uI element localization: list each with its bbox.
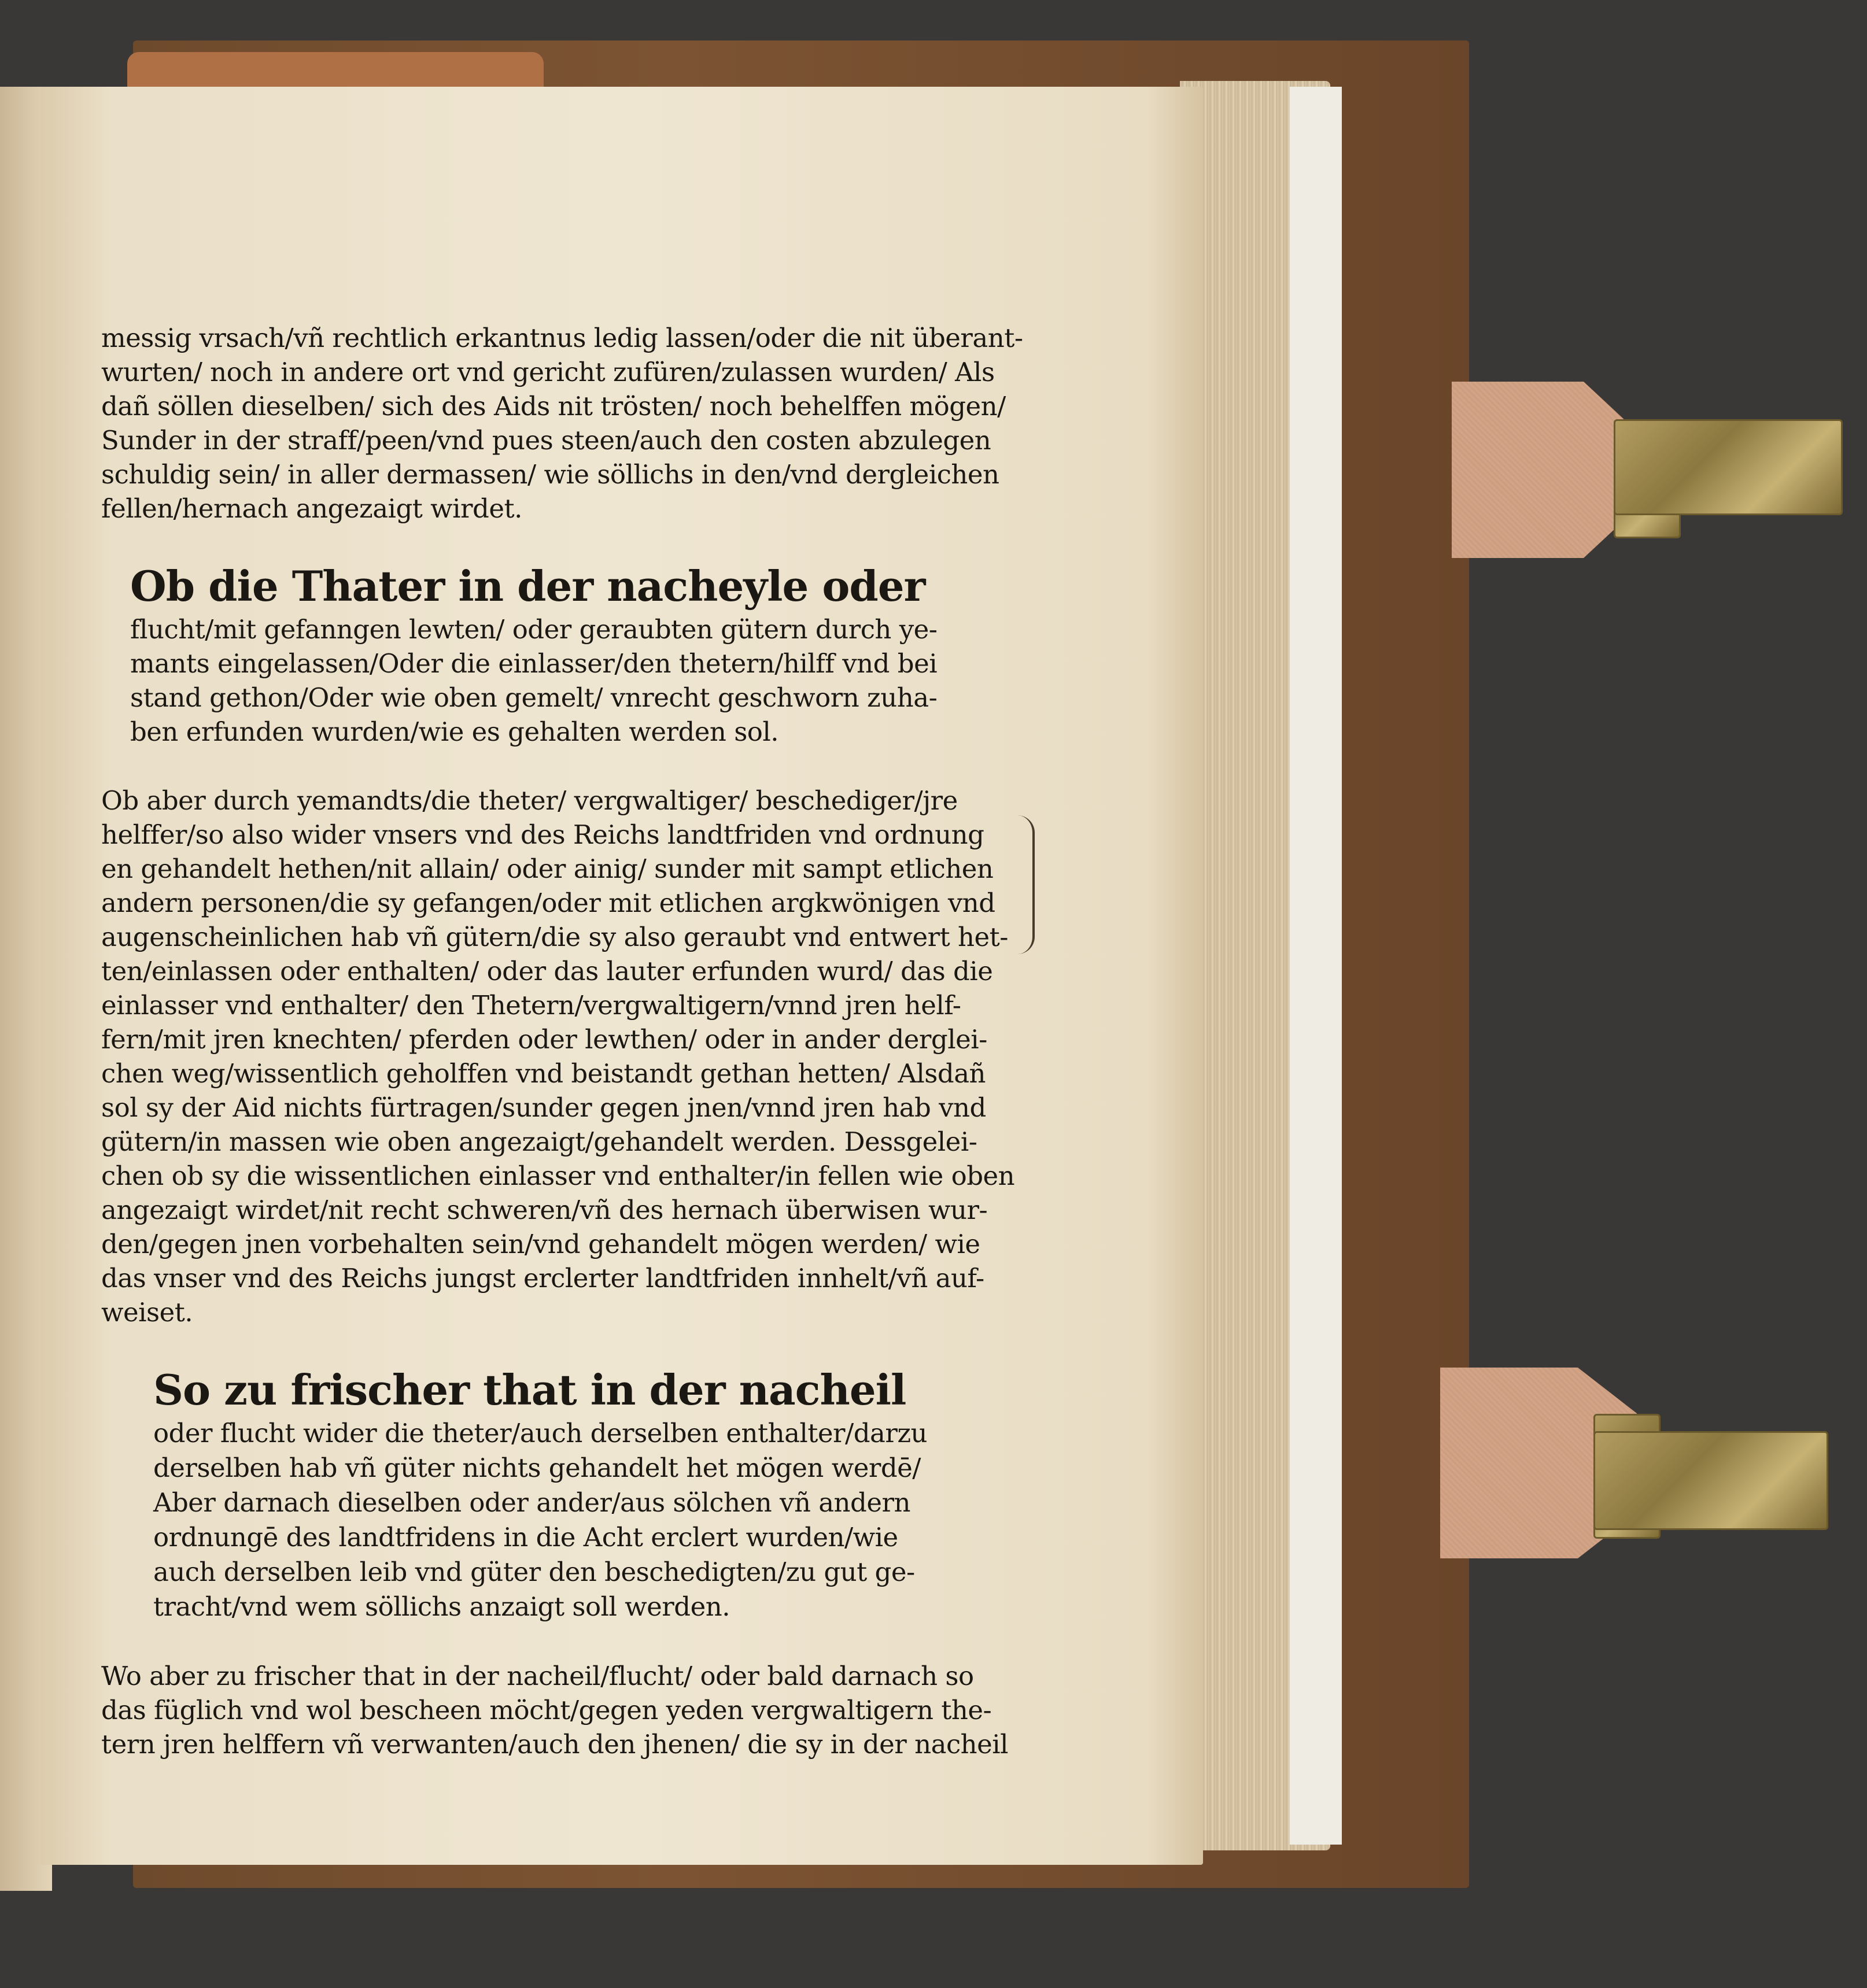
text-line: en gehandelt hethen/nit allain/ oder ainig/ sunder mit sampt etlichen [101, 853, 994, 884]
text-line: helffer/so also wider vnsers vnd des Reichs landtfriden vnd ordnung [101, 819, 984, 850]
paragraph-2 [101, 784, 1027, 1329]
section-heading-2: So zu frischer that in der nacheil [153, 1365, 906, 1414]
text-line: angezaigt wirdet/nit recht schweren/vñ des hernach überwisen wur- [101, 1195, 988, 1225]
text-line: andern personen/die sy gefangen/oder mit etlichen argkwönigen vnd [101, 888, 995, 918]
page-text [101, 321, 1027, 1796]
text-line: fern/mit jren knechten/ pferden oder lewthen/ oder in ander derglei- [101, 1024, 987, 1055]
heading-line: flucht/mit gefanngen lewten/ oder geraubten gütern durch ye- [130, 614, 938, 645]
text-line: schuldig sein/ in aller dermassen/ wie söllichs in den/vnd dergleichen [101, 459, 999, 490]
text-line: gütern/in massen wie oben angezaigt/gehandelt werden. Dessgelei- [101, 1126, 977, 1157]
text-line: tern jren helffern vñ verwanten/auch den jhenen/ die sy in der nacheil [101, 1729, 1009, 1760]
text-line: das vnser vnd des Reichs jungst erclerter landtfriden innhelt/vñ auf- [101, 1263, 984, 1294]
heading-line: oder flucht wider die theter/auch derselben enthalter/darzu [153, 1418, 928, 1448]
text-line: weiset. [101, 1297, 193, 1328]
paragraph-3 [101, 1659, 1027, 1761]
text-line: Wo aber zu frischer that in der nacheil/flucht/ oder bald darnach so [101, 1661, 974, 1691]
text-line: Sunder in der straff/peen/vnd pues steen/auch den costen abzulegen [101, 425, 991, 456]
heading-line: auch derselben leib vnd güter den beschedigten/zu gut ge- [153, 1557, 915, 1587]
heading-line: ordnungē des landtfridens in die Acht erclert wurden/wie [153, 1522, 898, 1553]
flyleaf [1290, 87, 1342, 1845]
heading-line: Aber darnach dieselben oder ander/aus sölchen vñ andern [153, 1487, 910, 1518]
clasp-strap-top [1452, 382, 1625, 558]
text-line: ten/einlassen oder enthalten/ oder das lauter erfunden wurd/ das die [101, 956, 993, 986]
brass-clasp-bottom [1593, 1431, 1828, 1530]
section-heading-1-body [130, 612, 1027, 749]
text-line: chen weg/wissentlich geholffen vnd beistandt gethan hetten/ Alsdañ [101, 1058, 986, 1089]
heading-line: ben erfunden wurden/wie es gehalten werden sol. [130, 716, 779, 747]
text-line: Ob aber durch yemandts/die theter/ vergwaltiger/ beschediger/jre [101, 785, 958, 816]
text-line: augenscheinlichen hab vñ gütern/die sy also geraubt vnd entwert het- [101, 922, 1008, 952]
text-line: den/gegen jnen vorbehalten sein/vnd gehandelt mögen werden/ wie [101, 1229, 980, 1259]
text-line: einlasser vnd enthalter/ den Thetern/vergwaltigern/vnnd jren helf- [101, 990, 961, 1021]
brass-clasp-top [1614, 419, 1843, 515]
text-line: fellen/hernach angezaigt wirdet. [101, 493, 522, 524]
cover-spine-edge [127, 52, 544, 87]
paragraph-1 [101, 321, 1027, 526]
heading-line: tracht/vnd wem söllichs anzaigt soll werden. [153, 1591, 730, 1622]
text-line: chen ob sy die wissentlichen einlasser vnd enthalter/in fellen wie oben [101, 1161, 1015, 1191]
heading-line: derselben hab vñ güter nichts gehandelt het mögen werdē/ [153, 1453, 921, 1483]
heading-line: stand gethon/Oder wie oben gemelt/ vnrecht geschworn zuha- [130, 682, 938, 713]
text-line: wurten/ noch in andere ort vnd gericht zufüren/zulassen wurden/ Als [101, 357, 995, 387]
heading-line: mants eingelassen/Oder die einlasser/den thetern/hilff vnd bei [130, 648, 938, 679]
section-heading-1: Ob die Thater in der nacheyle oder [130, 561, 925, 611]
section-heading-2-body [153, 1416, 1027, 1624]
text-line: sol sy der Aid nichts fürtragen/sunder gegen jnen/vnnd jren hab vnd [101, 1092, 986, 1123]
text-line: dañ söllen dieselben/ sich des Aids nit trösten/ noch behelffen mögen/ [101, 391, 1006, 422]
text-line: messig vrsach/vñ rechtlich erkantnus ledig lassen/oder die nit überant- [101, 323, 1023, 353]
text-line: das füglich vnd wol bescheen möcht/gegen yeden vergwaltigern the- [101, 1695, 992, 1725]
